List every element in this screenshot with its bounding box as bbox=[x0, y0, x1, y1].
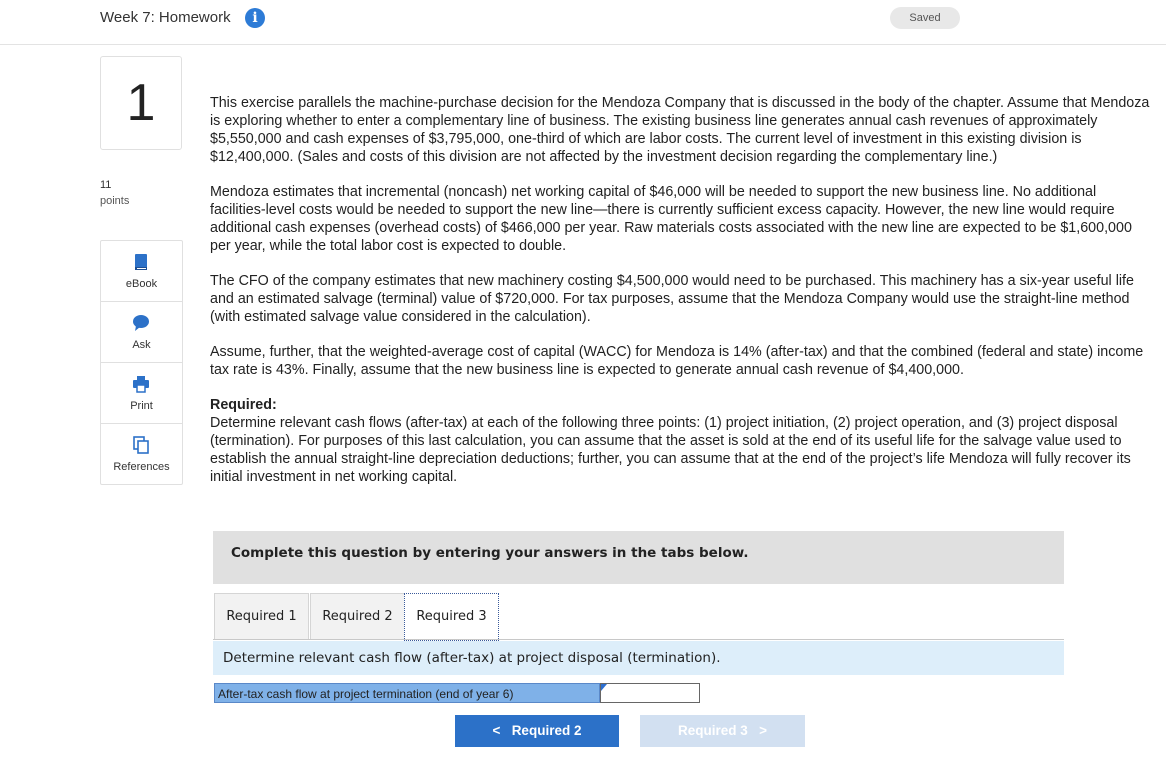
references-label: References bbox=[113, 461, 170, 473]
input-flag-icon bbox=[601, 684, 607, 691]
instructions-panel bbox=[213, 531, 1064, 584]
chevron-left-icon: < bbox=[492, 723, 501, 738]
required-heading: Required: bbox=[210, 397, 277, 413]
copy-icon bbox=[132, 436, 150, 454]
tab-required-1[interactable]: Required 1 bbox=[214, 593, 309, 640]
tab-instruction-text: Determine relevant cash flow (after-tax) at project disposal (termination). bbox=[223, 650, 721, 666]
chevron-right-icon: > bbox=[759, 723, 767, 738]
after-tax-cash-flow-input[interactable] bbox=[600, 683, 700, 703]
ask-button[interactable] bbox=[101, 302, 182, 363]
panel-text: Complete this question by entering your answers in the tabs below. bbox=[231, 545, 749, 561]
ebook-button[interactable] bbox=[101, 241, 182, 302]
assignment-title: Week 7: Homework bbox=[100, 9, 231, 26]
required-text: Determine relevant cash flows (after-tax) at each of the following three points: (1) project initiation, (2) project operation, and (3) project disposal (termination). For purposes of this last calculation, you can assume that the asset is sold at the end of its useful life for the salvage value used to establish the annual straight-line depreciation deductions; further, you can assume that at the end of the project’s life Mendoza will fully recover its initial investment in net working capital. bbox=[210, 415, 1131, 485]
ask-label: Ask bbox=[132, 339, 151, 351]
chat-bubble-icon bbox=[132, 314, 150, 332]
printer-icon bbox=[132, 375, 150, 393]
tab-required-3[interactable]: Required 3 bbox=[404, 593, 499, 641]
top-bar bbox=[0, 0, 1166, 45]
question-text bbox=[210, 94, 1150, 486]
next-required-button[interactable] bbox=[640, 715, 805, 747]
next-button-label: Required 3 bbox=[678, 723, 748, 738]
paragraph-4: Assume, further, that the weighted-average cost of capital (WACC) for Mendoza is 14% (after-tax) and that the combined (federal and state) income tax rate is 43%. Finally, assume that the new business line is expected to generate annual cash revenue of $4,400,000. bbox=[210, 344, 1144, 378]
print-label: Print bbox=[130, 400, 153, 412]
book-icon bbox=[132, 253, 150, 271]
tools-panel bbox=[100, 240, 183, 485]
info-icon[interactable]: i bbox=[245, 8, 265, 28]
paragraph-2: Mendoza estimates that incremental (noncash) net working capital of $46,000 will be needed to support the new business line. No additional facilities-level costs would be needed to support the new line—there is currently sufficient excess capacity. However, the new line would require additional cash expenses (overhead costs) of $466,000 per year. Raw materials costs associated with the new line are expected to be $1,600,000 per year, while the total labor cost is expected to double. bbox=[210, 184, 1132, 254]
previous-button-label: Required 2 bbox=[511, 723, 582, 738]
tab-divider bbox=[213, 639, 1064, 640]
points-label: points bbox=[100, 195, 130, 207]
ebook-label: eBook bbox=[125, 278, 158, 290]
tab-instruction bbox=[213, 641, 1064, 675]
paragraph-1: This exercise parallels the machine-purchase decision for the Mendoza Company that is discussed in the body of the chapter. Assume that Mendoza is exploring whether to enter a complementary line of business. The existing business line generates annual cash revenues of approximately $5,550,000 and cash expenses of $3,795,000, one-third of which are labor costs. The current level of investment in this existing division is $12,400,000. (Sales and costs of this division are not affected by the investment decision regarding the complementary line.) bbox=[210, 95, 1150, 165]
tab-required-2[interactable]: Required 2 bbox=[310, 593, 405, 640]
references-button[interactable] bbox=[101, 424, 182, 484]
points-value: 11 bbox=[100, 179, 112, 191]
print-button[interactable] bbox=[101, 363, 182, 424]
question-number: 1 bbox=[100, 56, 182, 150]
answer-row-label: After-tax cash flow at project termination (end of year 6) bbox=[214, 683, 600, 703]
previous-required-button[interactable] bbox=[455, 715, 619, 747]
paragraph-3: The CFO of the company estimates that new machinery costing $4,500,000 would need to be purchased. This machinery has a six-year useful life and an estimated salvage (terminal) value of $720,000. For tax purposes, assume that the Mendoza Company would use the straight-line method (with estimated salvage value considered in the calculation). bbox=[210, 273, 1134, 325]
saved-status-badge: Saved bbox=[890, 7, 960, 29]
